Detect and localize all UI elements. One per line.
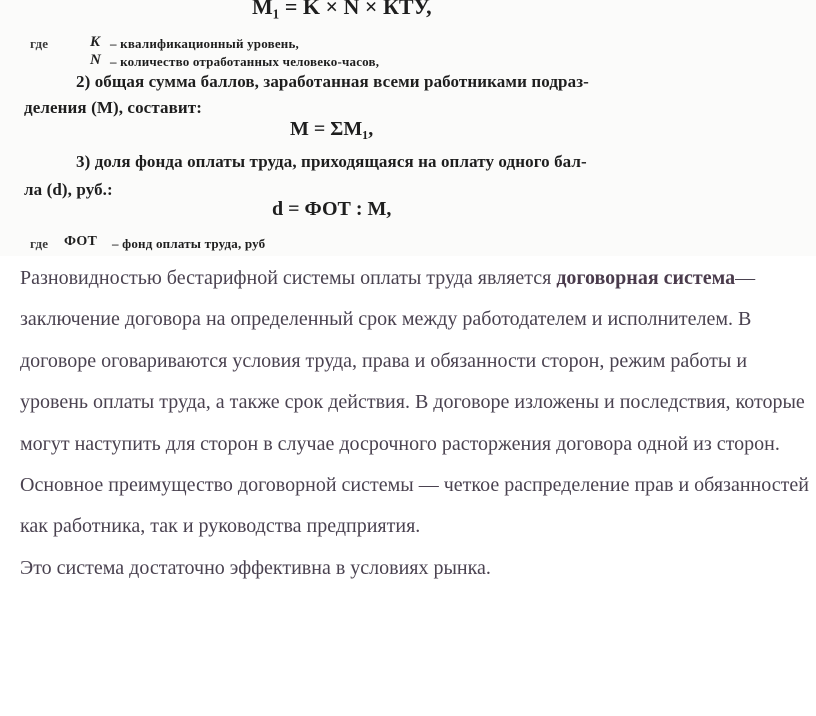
item-3-line-2: ла (d), руб.: (24, 180, 113, 199)
formula-m1: M₁ = K × N × КТУ, (252, 0, 432, 19)
var-n: N (90, 52, 102, 68)
where-label-3: где (30, 236, 49, 251)
formula-m: M = ΣM₁, (290, 118, 374, 140)
var-fot-desc: – фонд оплаты труда, руб (112, 236, 266, 251)
paragraph-advantage: Основное преимущество договорной системы — четкое распределение прав и обязанностей как работника, так и руководства предприятия. (20, 474, 809, 538)
paragraph-1-rest: — заключение договора на определенный срок между работодателем и исполнителем. В договоре оговариваются условия труда, права и обязанности сторон, режим работы и уровень оплаты труда, а также срок действия. В договоре изложены и последствия, которые могут наступить для сторон в случае досрочного расторжения договора одной из сторон. (20, 267, 805, 455)
item-2-line-2: деления (M), составит: (24, 98, 202, 117)
var-k-desc: – квалификационный уровень, (110, 36, 299, 51)
paragraph-effectiveness: Это система достаточно эффективна в условиях рынка. (20, 556, 491, 579)
item-2-line-1: 2) общая сумма баллов, заработанная всеми работниками подраз- (76, 72, 589, 91)
article-text (20, 258, 810, 589)
var-k: K (90, 34, 101, 50)
term-contract-system: договорная система (556, 267, 736, 289)
paragraph-contract-system (20, 258, 810, 465)
item-3-line-1: 3) доля фонда оплаты труда, приходящаяся на оплату одного бал- (76, 152, 587, 171)
where-label-1: где (30, 36, 49, 51)
var-n-desc: – количество отработанных человеко-часов, (110, 54, 380, 69)
paragraph-1-start: Разновидностью бестарифной системы оплаты труда является (20, 267, 557, 289)
formula-d: d = ФОТ : M, (272, 198, 392, 220)
scanned-formula-image (0, 0, 816, 256)
var-fot: ФОТ (64, 234, 98, 249)
